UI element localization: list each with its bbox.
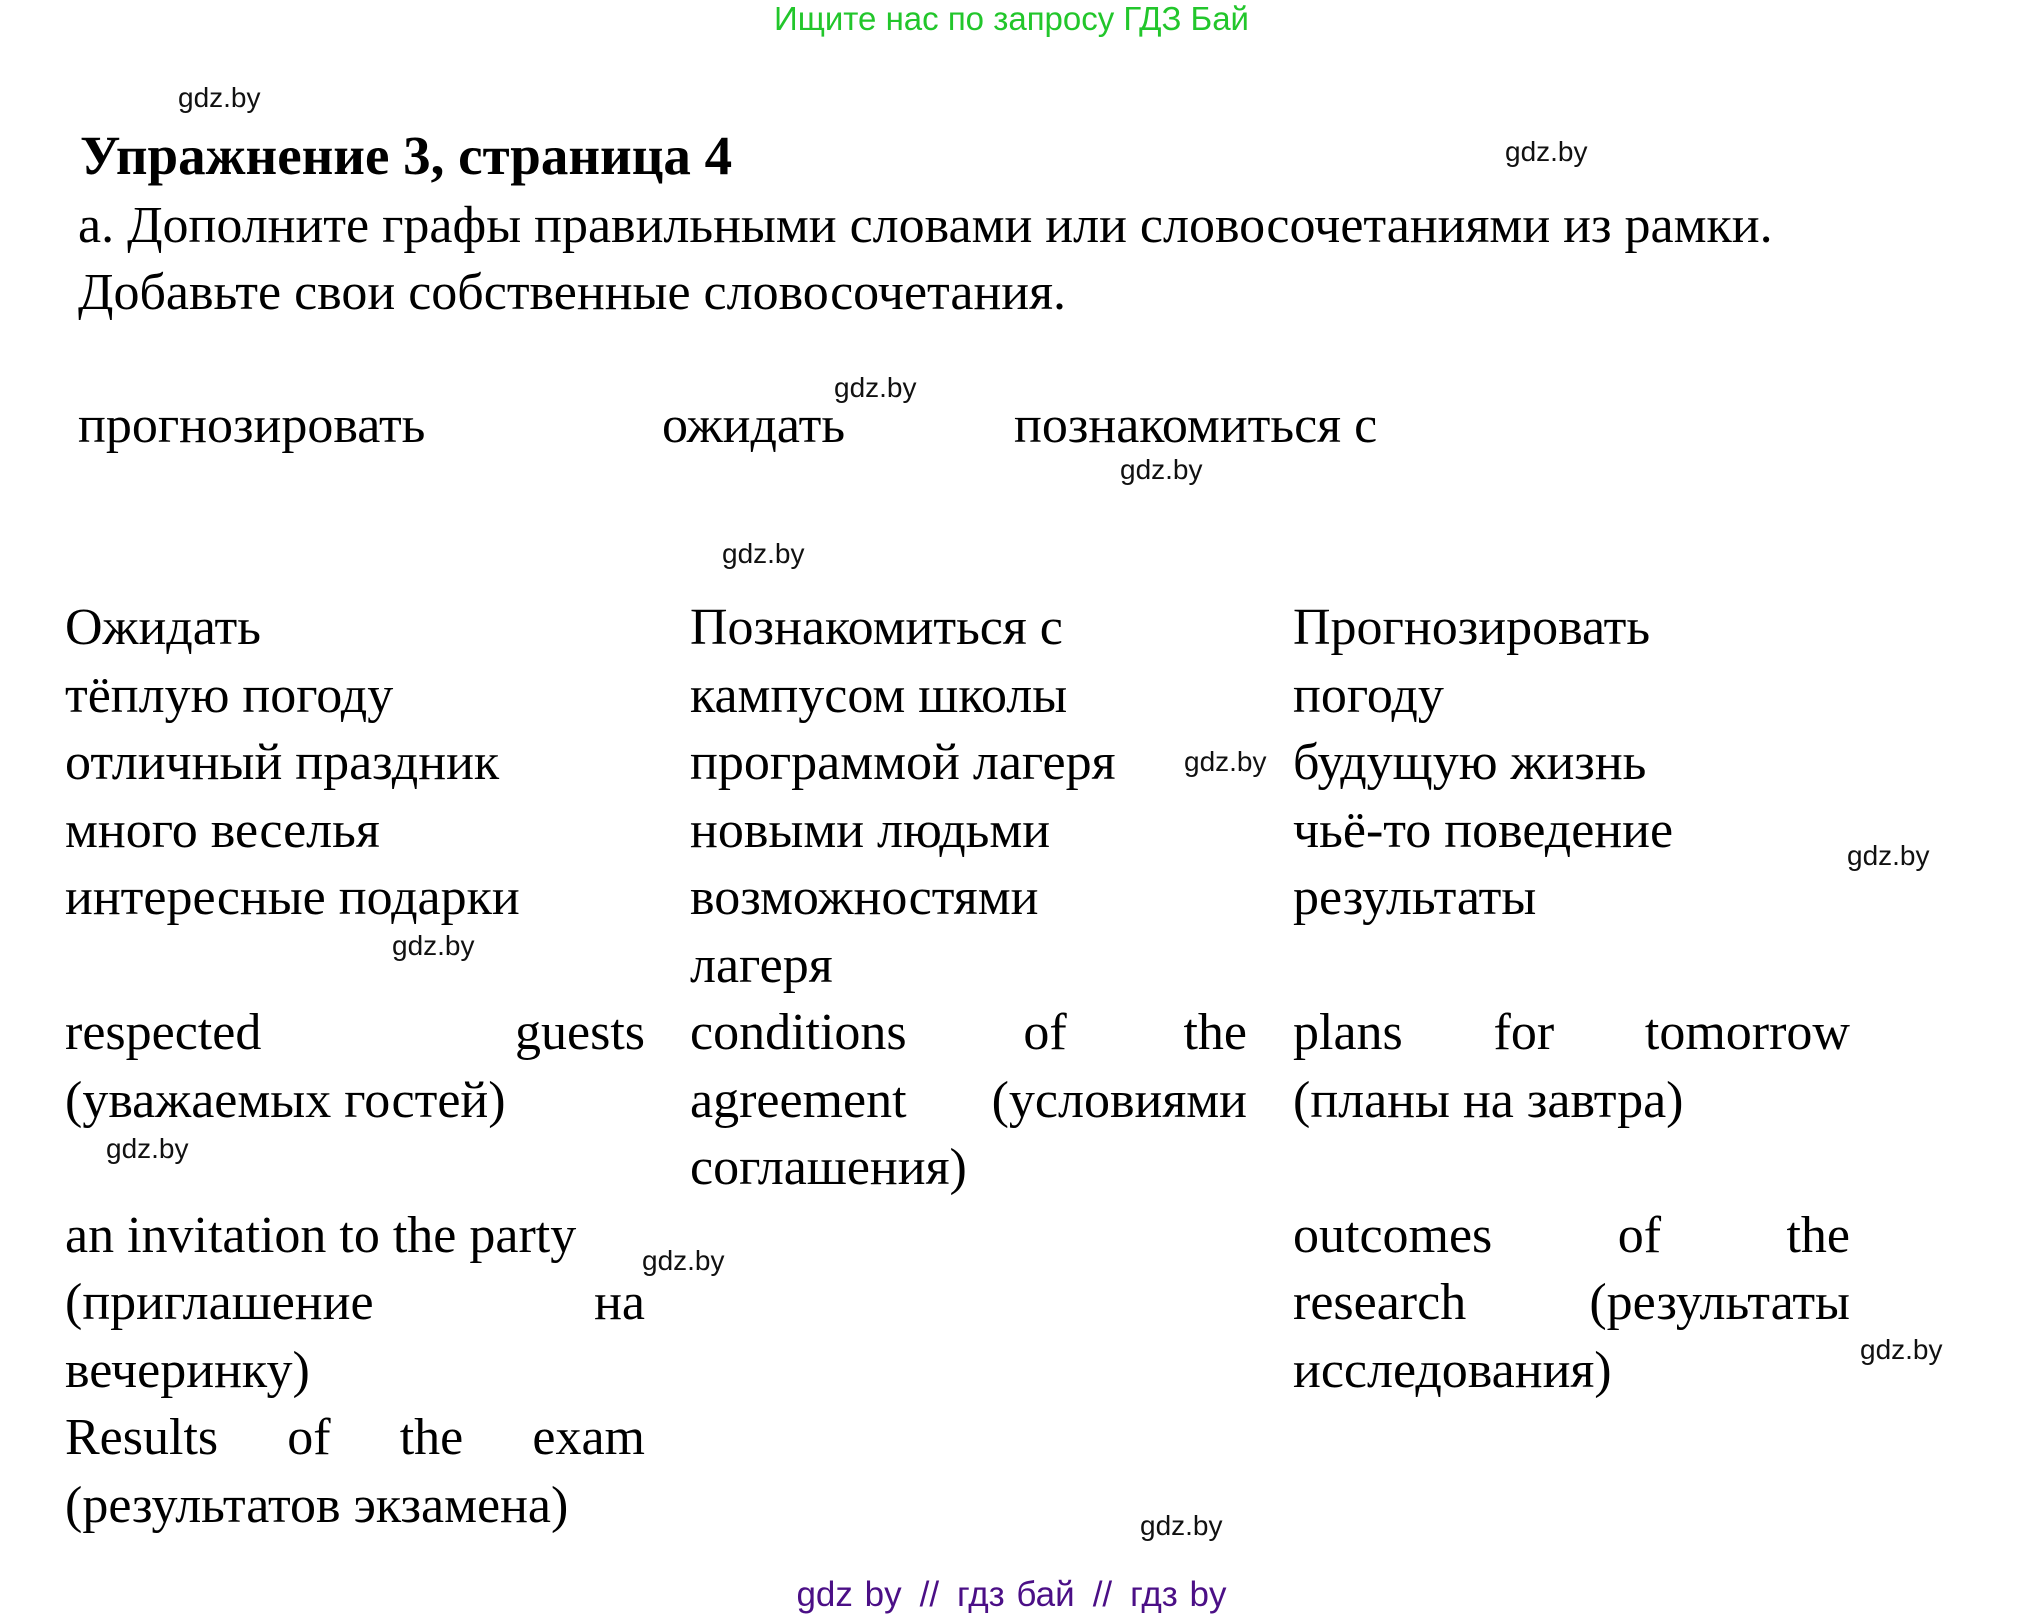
- phrase-word: (условиями: [991, 1071, 1247, 1129]
- phrase-word: of: [1617, 1206, 1662, 1264]
- column-item: новыми людьми: [690, 801, 1051, 859]
- footer-banner[interactable]: [0, 1575, 2023, 1615]
- column-heading: Познакомиться с: [690, 599, 1063, 656]
- word-box-item: познакомиться с: [1014, 397, 1378, 454]
- phrase-word: respected: [65, 1004, 262, 1061]
- own-phrase-line: [690, 1067, 1247, 1135]
- phrase-word: the: [399, 1409, 464, 1466]
- instruction-line-1: a. Дополните графы правильными словами или словосочетаниями из рамки.: [78, 197, 1773, 254]
- watermark: gdz.by: [178, 82, 261, 113]
- own-phrase-line: [1293, 1269, 1850, 1337]
- own-phrase-line: [1293, 999, 1850, 1067]
- watermark: gdz.by: [1184, 746, 1267, 777]
- column-get-acquainted: [690, 594, 1247, 1202]
- own-phrase-line: [690, 999, 1247, 1067]
- column-item: чьё-то поведение: [1293, 801, 1674, 859]
- own-phrase-line: (уважаемых гостей): [65, 1071, 506, 1129]
- column-item: результаты: [1293, 869, 1537, 926]
- footer-separator: //: [1092, 1575, 1113, 1614]
- phrase-word: guests: [515, 1004, 645, 1061]
- own-phrase-line: (результатов экзамена): [65, 1476, 569, 1534]
- column-item: кампусом школы: [690, 666, 1068, 724]
- footer-link-gdz-bai[interactable]: гдз бай: [957, 1575, 1075, 1614]
- own-phrase-line: (планы на завтра): [1293, 1071, 1684, 1129]
- own-phrase-line: [65, 999, 645, 1067]
- footer-link-gdz-by[interactable]: gdz by: [796, 1575, 902, 1614]
- footer-link-gdz-by-ru[interactable]: гдз by: [1130, 1575, 1227, 1614]
- phrase-word: на: [594, 1274, 645, 1331]
- phrase-word: the: [1183, 1004, 1247, 1061]
- exercise-title: Упражнение 3, страница 4: [80, 125, 733, 186]
- own-phrase-line: вечеринку): [65, 1341, 310, 1399]
- instruction-line-2: Добавьте свои собственные словосочетания.: [78, 264, 1067, 321]
- column-heading: Ожидать: [65, 599, 261, 656]
- watermark: gdz.by: [1860, 1334, 1943, 1365]
- own-phrase-line: [1293, 1202, 1850, 1270]
- own-phrase-line: исследования): [1293, 1341, 1612, 1399]
- column-item: интересные подарки: [65, 869, 520, 926]
- footer-separator: //: [919, 1575, 940, 1614]
- watermark: gdz.by: [392, 930, 475, 961]
- own-phrase-line: [65, 1404, 645, 1472]
- column-item: программой лагеря: [690, 734, 1116, 791]
- phrase-word: conditions: [690, 1004, 907, 1061]
- phrase-word: for: [1493, 1004, 1555, 1061]
- phrase-word: (приглашение: [65, 1274, 374, 1331]
- column-item: возможностями: [690, 869, 1039, 926]
- phrase-word: exam: [532, 1409, 645, 1466]
- column-item: отличный праздник: [65, 734, 500, 791]
- instructions: [78, 192, 2008, 326]
- phrase-word: outcomes: [1293, 1206, 1493, 1264]
- word-box-item: ожидать: [662, 397, 846, 454]
- phrase-word: the: [1786, 1206, 1850, 1264]
- watermark: gdz.by: [1140, 1510, 1223, 1541]
- phrase-word: of: [1023, 1004, 1067, 1061]
- phrase-word: of: [287, 1409, 331, 1466]
- own-phrase-line: an invitation to the party: [65, 1206, 577, 1264]
- watermark: gdz.by: [1120, 454, 1203, 485]
- own-phrase-line: соглашения): [690, 1139, 967, 1196]
- phrase-word: research: [1293, 1274, 1467, 1331]
- watermark: gdz.by: [1505, 136, 1588, 167]
- column-item: много веселья: [65, 801, 380, 859]
- phrase-word: tomorrow: [1644, 1004, 1850, 1061]
- word-box-item: прогнозировать: [78, 397, 426, 454]
- watermark: gdz.by: [722, 538, 805, 569]
- phrase-word: (результаты: [1589, 1274, 1850, 1331]
- column-heading: Прогнозировать: [1293, 599, 1651, 656]
- phrase-word: Results: [65, 1409, 219, 1466]
- watermark: gdz.by: [642, 1245, 725, 1276]
- own-phrase-line: [65, 1269, 645, 1337]
- watermark: gdz.by: [1847, 840, 1930, 871]
- phrase-word: agreement: [690, 1071, 907, 1129]
- column-item: лагеря: [690, 936, 833, 994]
- column-item: тёплую погоду: [65, 666, 394, 724]
- phrase-word: plans: [1293, 1004, 1403, 1061]
- header-banner[interactable]: Ищите нас по запросу ГДЗ Бай: [774, 0, 1249, 37]
- column-forecast: [1293, 594, 1850, 1404]
- watermark: gdz.by: [106, 1133, 189, 1164]
- column-expect: [65, 594, 645, 1539]
- watermark: gdz.by: [834, 372, 917, 403]
- column-item: погоду: [1293, 666, 1444, 724]
- column-item: будущую жизнь: [1293, 734, 1647, 791]
